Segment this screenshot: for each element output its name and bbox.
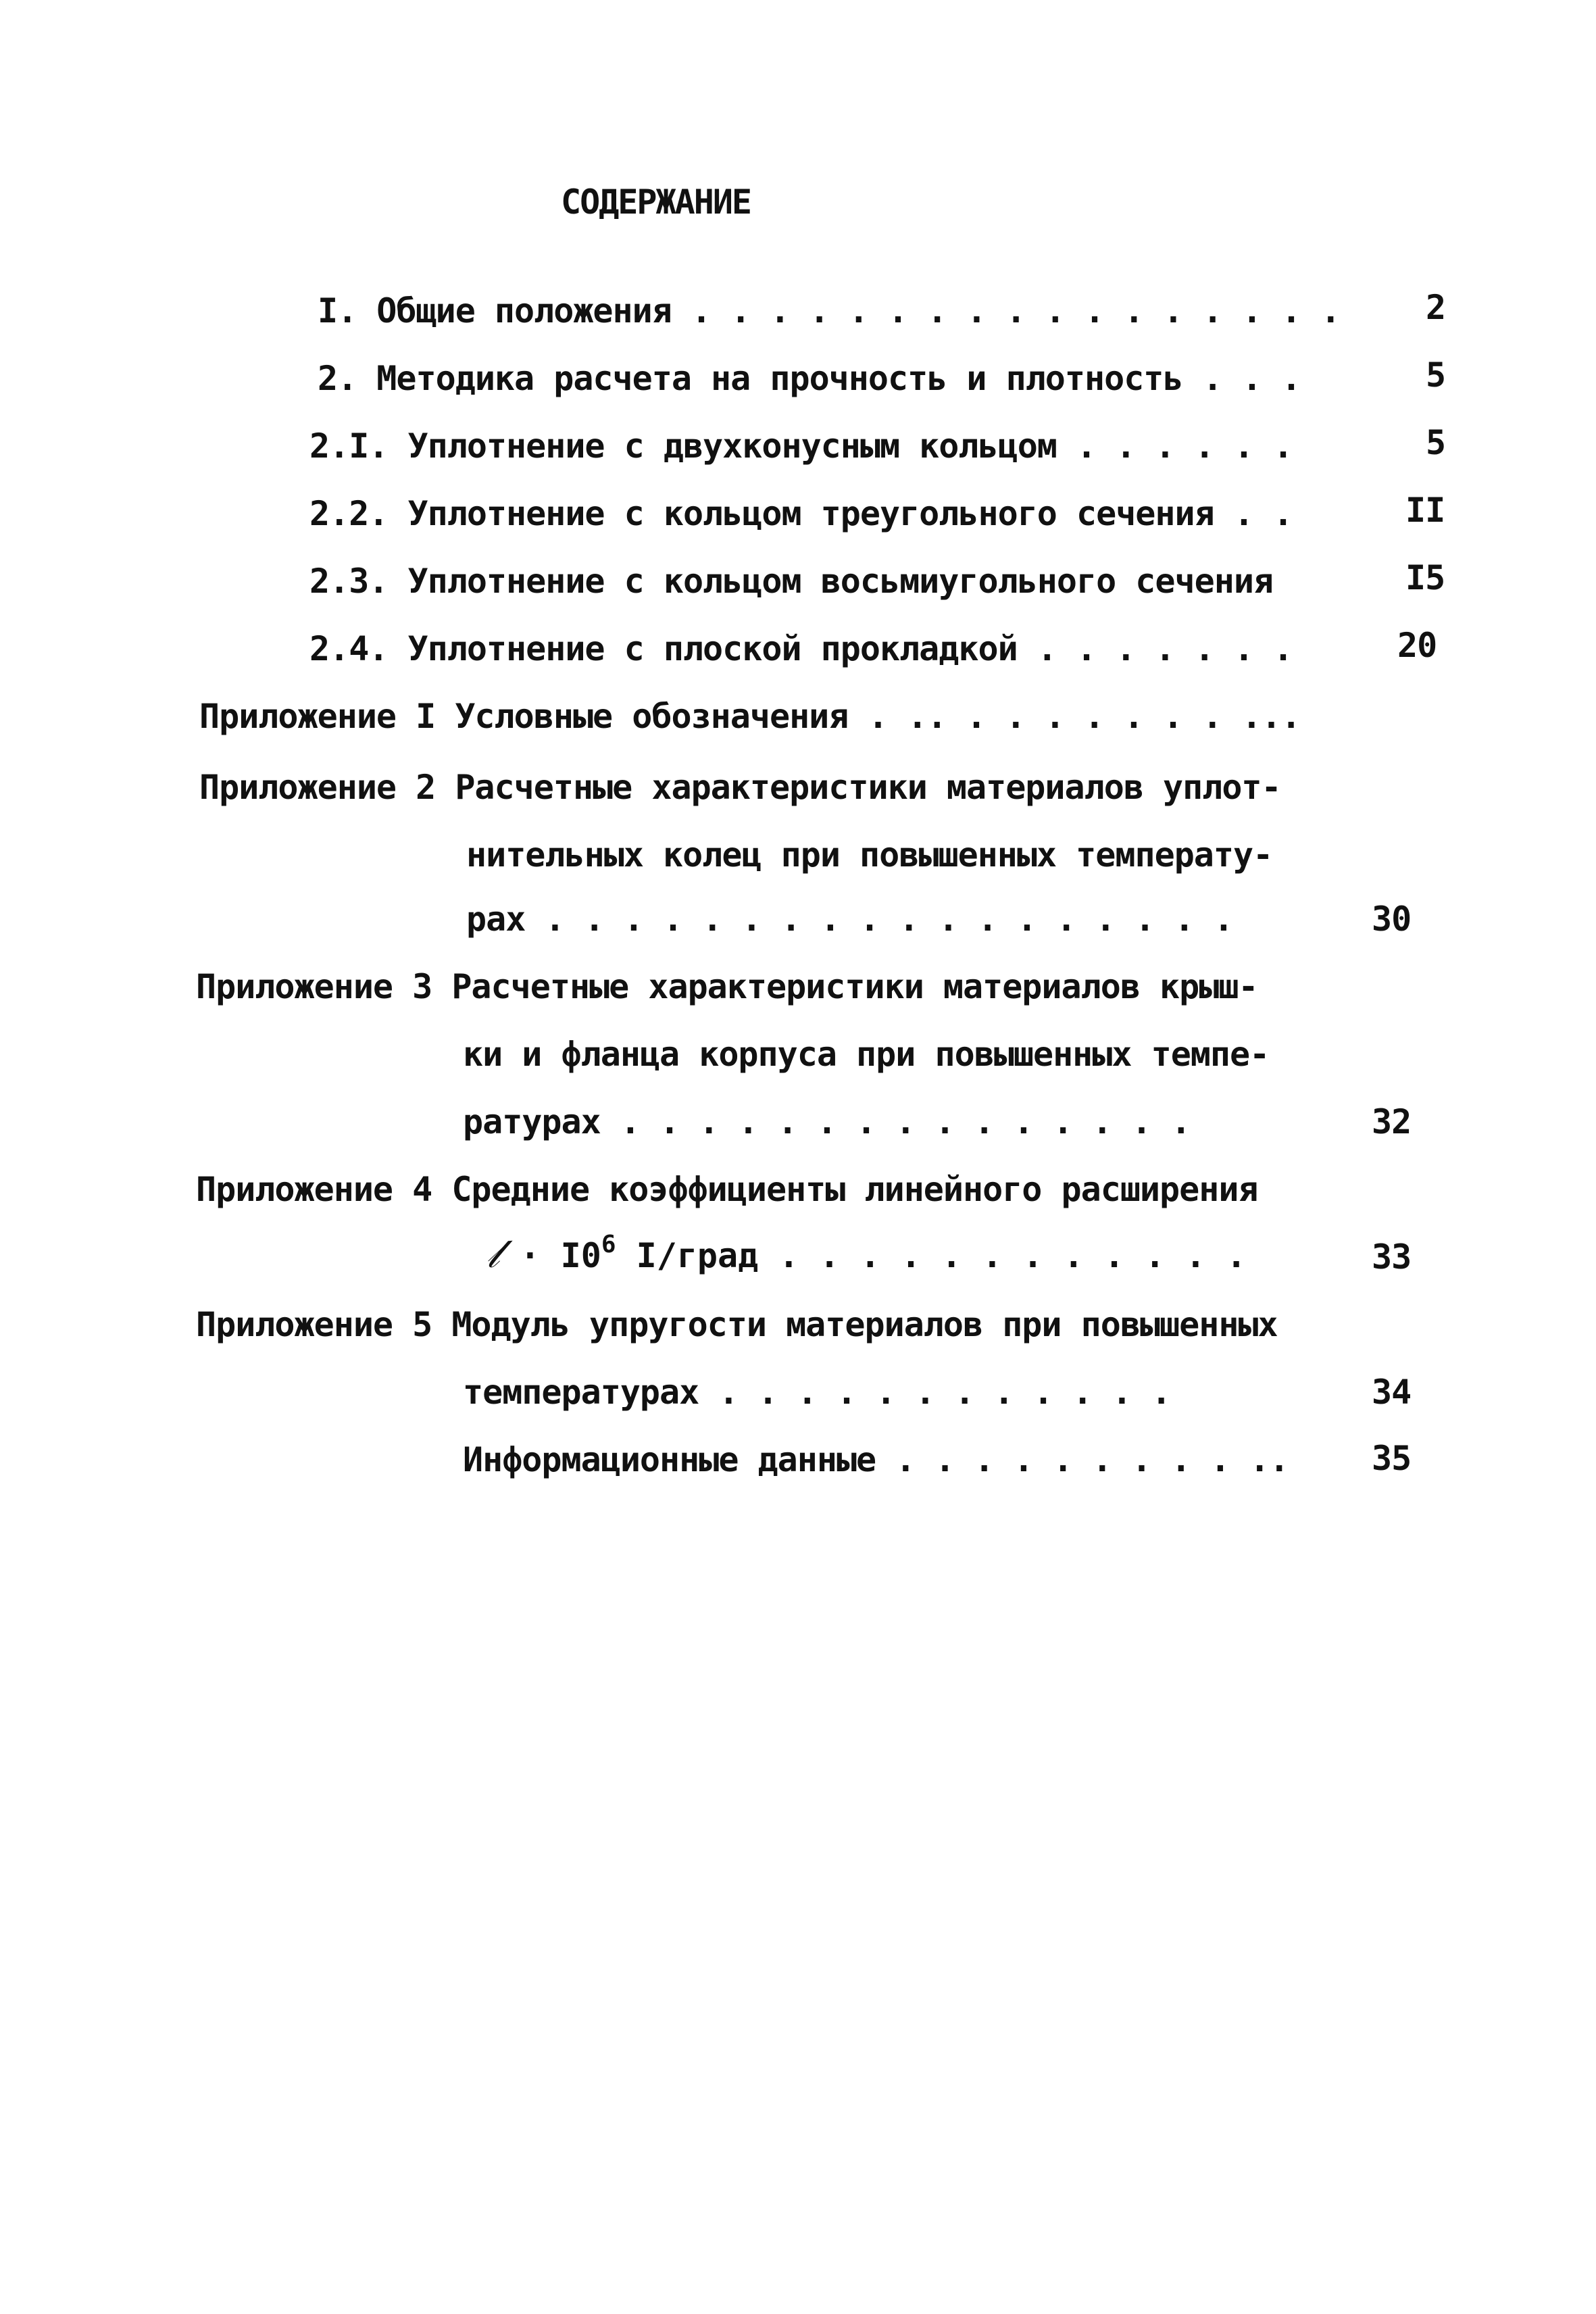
toc-entry-2-4-page: 20 [1397,626,1437,665]
appendix-5-line-2: температурах . . . . . . . . . . . . [463,1373,1171,1412]
toc-entry-1: I. Общие положения . . . . . . . . . . . . . . . . . [318,291,1341,330]
formula-unit: I/град . . . . . . . . . . . . [636,1236,1247,1275]
toc-entry-2-2: 2.2. Уплотнение с кольцом треугольного сечения . . [309,494,1293,533]
appendix-3-line-2: ки и фланца корпуса при повышенных темпе- [463,1035,1270,1074]
appendix-3-line-3: ратурах . . . . . . . . . . . . . . . [463,1102,1191,1141]
appendix-2-line-3: рах . . . . . . . . . . . . . . . . . . [466,900,1233,939]
appendix-2-line-1: Приложение 2 Расчетные характеристики материалов уплот- [199,768,1281,807]
appendix-4-page: 33 [1372,1237,1412,1277]
info-entry-page: 35 [1372,1439,1412,1478]
toc-entry-2-1: 2.I. Уплотнение с двухконусным кольцом . . . . . . [309,426,1293,466]
toc-entry-2-4: 2.4. Уплотнение с плоской прокладкой . . . . . . . [309,629,1293,668]
toc-entry-2-page: 5 [1426,355,1446,395]
toc-entry-1-page: 2 [1426,288,1446,327]
info-entry: Информационные данные . . . . . . . . . .. [463,1440,1289,1479]
multiply-dot: · [520,1236,541,1275]
toc-entry-2-3-page: I5 [1405,558,1445,597]
appendix-4-line-1: Приложение 4 Средние коэффициенты линейного расширения [196,1170,1258,1209]
formula-exponent: 6 [601,1231,616,1258]
appendix-2-line-2: нительных колец при повышенных температу- [466,835,1273,875]
appendix-1: Приложение I Условные обозначения . .. . . . . . . . ... [199,697,1301,736]
appendix-3-page: 32 [1372,1102,1412,1141]
formula-base: I0 [560,1236,601,1275]
toc-entry-2-3: 2.3. Уплотнение с кольцом восьмиугольного сечения [309,562,1274,601]
toc-entry-2-1-page: 5 [1426,423,1446,462]
toc-entry-2: 2. Методика расчета на прочность и плотность . . . [318,359,1301,398]
appendix-5-line-1: Приложение 5 Модуль упругости материалов при повышенных [196,1305,1278,1344]
page-title: СОДЕРЖАНИЕ [561,182,751,222]
appendix-5-page: 34 [1372,1373,1412,1412]
appendix-2-page: 30 [1372,900,1412,939]
toc-entry-2-2-page: II [1405,491,1445,530]
appendix-4-formula [487,1233,1247,1280]
appendix-3-line-1: Приложение 3 Расчетные характеристики материалов крыш- [196,967,1258,1006]
alpha-symbol: 𝓁 [487,1231,500,1277]
